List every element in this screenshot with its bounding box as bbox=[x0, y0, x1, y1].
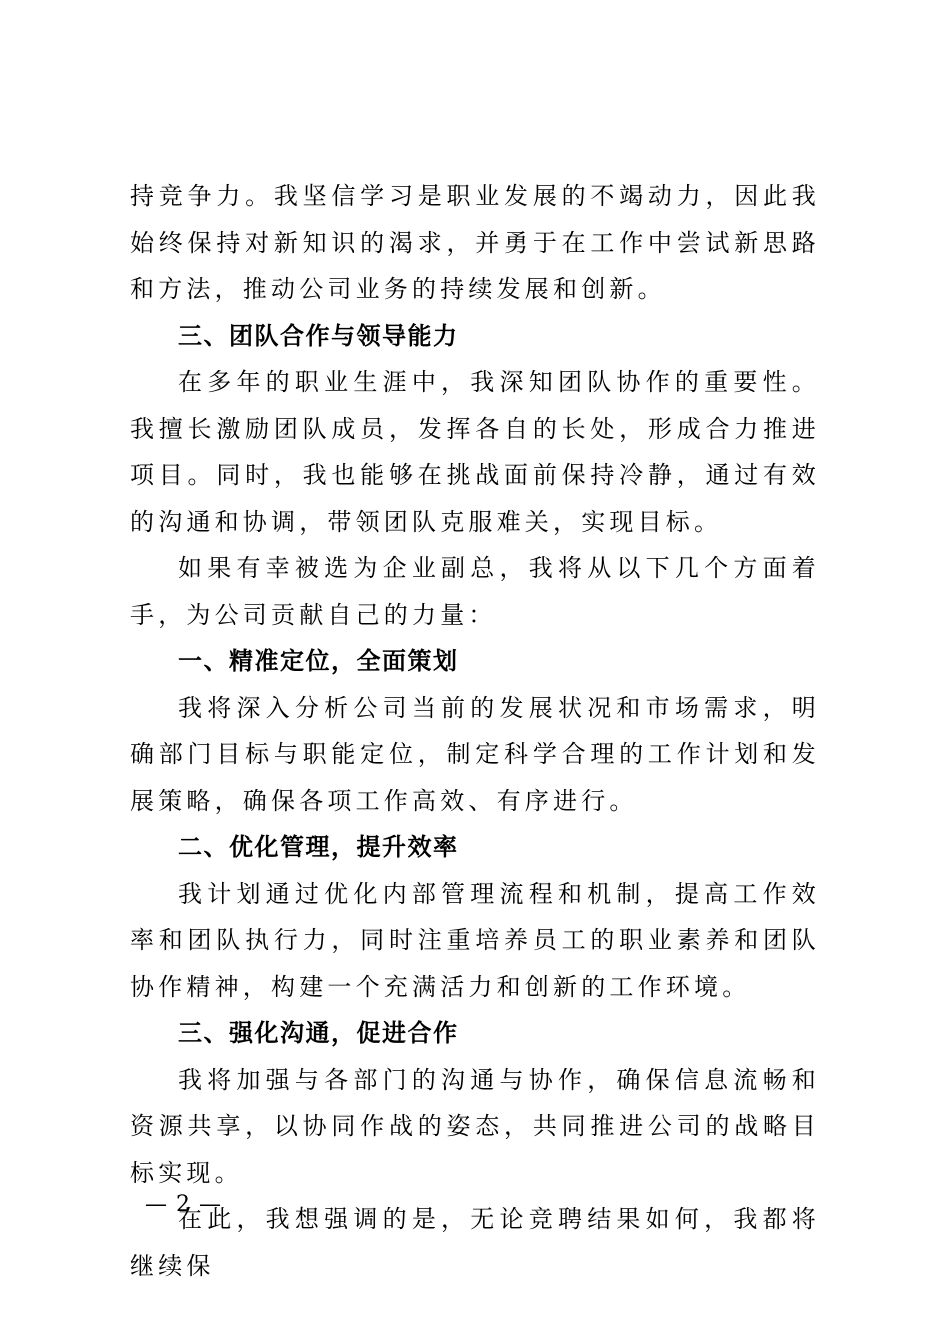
paragraph-closing: 在此，我想强调的是，无论竞聘结果如何，我都将继续保 bbox=[130, 1205, 820, 1280]
page-number: — 2 — bbox=[145, 1192, 222, 1217]
paragraph-teamwork: 在多年的职业生涯中，我深知团队协作的重要性。我擅长激励团队成员，发挥各自的长处，形成合力推进项目。同时，我也能够在挑战面前保持冷静，通过有效的沟通和协调，带领团队克服难关，实现目标。 bbox=[130, 368, 820, 536]
document-body bbox=[130, 173, 820, 1289]
paragraph-continued: 持竞争力。我坚信学习是职业发展的不竭动力，因此我始终保持对新知识的渴求，并勇于在工作中尝试新思路和方法，推动公司业务的持续发展和创新。 bbox=[130, 182, 820, 303]
section-heading-positioning: 一、精准定位，全面策划 bbox=[178, 647, 459, 675]
paragraph-plan-intro: 如果有幸被选为企业副总，我将从以下几个方面着手，为公司贡献自己的力量： bbox=[130, 554, 820, 629]
paragraph-positioning: 我将深入分析公司当前的发展状况和市场需求，明确部门目标与职能定位，制定科学合理的工作计划和发展策略，确保各项工作高效、有序进行。 bbox=[130, 693, 820, 815]
section-heading-communication: 三、强化沟通，促进合作 bbox=[178, 1019, 459, 1047]
section-heading-teamwork: 三、团队合作与领导能力 bbox=[178, 321, 459, 350]
paragraph-communication: 我将加强与各部门的沟通与协作，确保信息流畅和资源共享，以协同作战的姿态，共同推进公司的战略目标实现。 bbox=[130, 1065, 820, 1187]
paragraph-management: 我计划通过优化内部管理流程和机制，提高工作效率和团队执行力，同时注重培养员工的职业素养和团队协作精神，构建一个充满活力和创新的工作环境。 bbox=[130, 879, 820, 1001]
section-heading-management: 二、优化管理，提升效率 bbox=[178, 833, 459, 861]
